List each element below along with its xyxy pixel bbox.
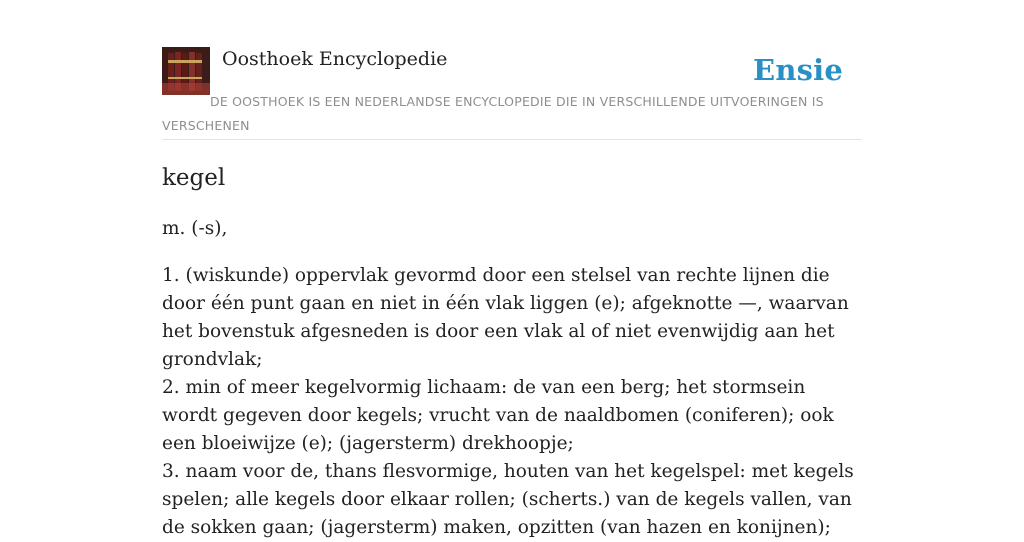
encyclopedia-books-icon[interactable] (162, 47, 210, 95)
dictionary-entry (162, 160, 862, 542)
definition-3: 3. naam voor de, thans flesvormige, houten van het kegelspel: met kegels spelen; alle kegels door elkaar rollen; (scherts.) van de kegels vallen, van de sokken gaan; (jagersterm) maken, opzitten (van hazen en konijnen); (162, 461, 854, 538)
definition-2: 2. min of meer kegelvormig lichaam: de van een berg; het stormsein wordt gegeven door kegels; vrucht van de naaldbomen (coniferen); ook een bloeiwijze (e); (jagersterm) drekhoopje; (162, 377, 834, 454)
ensie-logo[interactable]: Ensie (753, 53, 843, 87)
site-header (162, 47, 862, 140)
entry-definitions (162, 262, 862, 542)
site-title[interactable]: Oosthoek Encyclopedie (222, 48, 448, 70)
site-tagline (162, 90, 862, 138)
site-tagline-text: DE OOSTHOEK IS EEN NEDERLANDSE ENCYCLOPEDIE DIE IN VERSCHILLENDE UITVOERINGEN IS VERSCHENEN (162, 94, 824, 133)
entry-grammar: m. (-s), (162, 218, 228, 239)
entry-headword: kegel (162, 165, 226, 191)
definition-1: 1. (wiskunde) oppervlak gevormd door een stelsel van rechte lijnen die door één punt gaan en niet in één vlak liggen (e); afgeknotte —, waarvan het bovenstuk afgesneden is door een vlak al of niet evenwijdig aan het grondvlak; (162, 265, 849, 370)
